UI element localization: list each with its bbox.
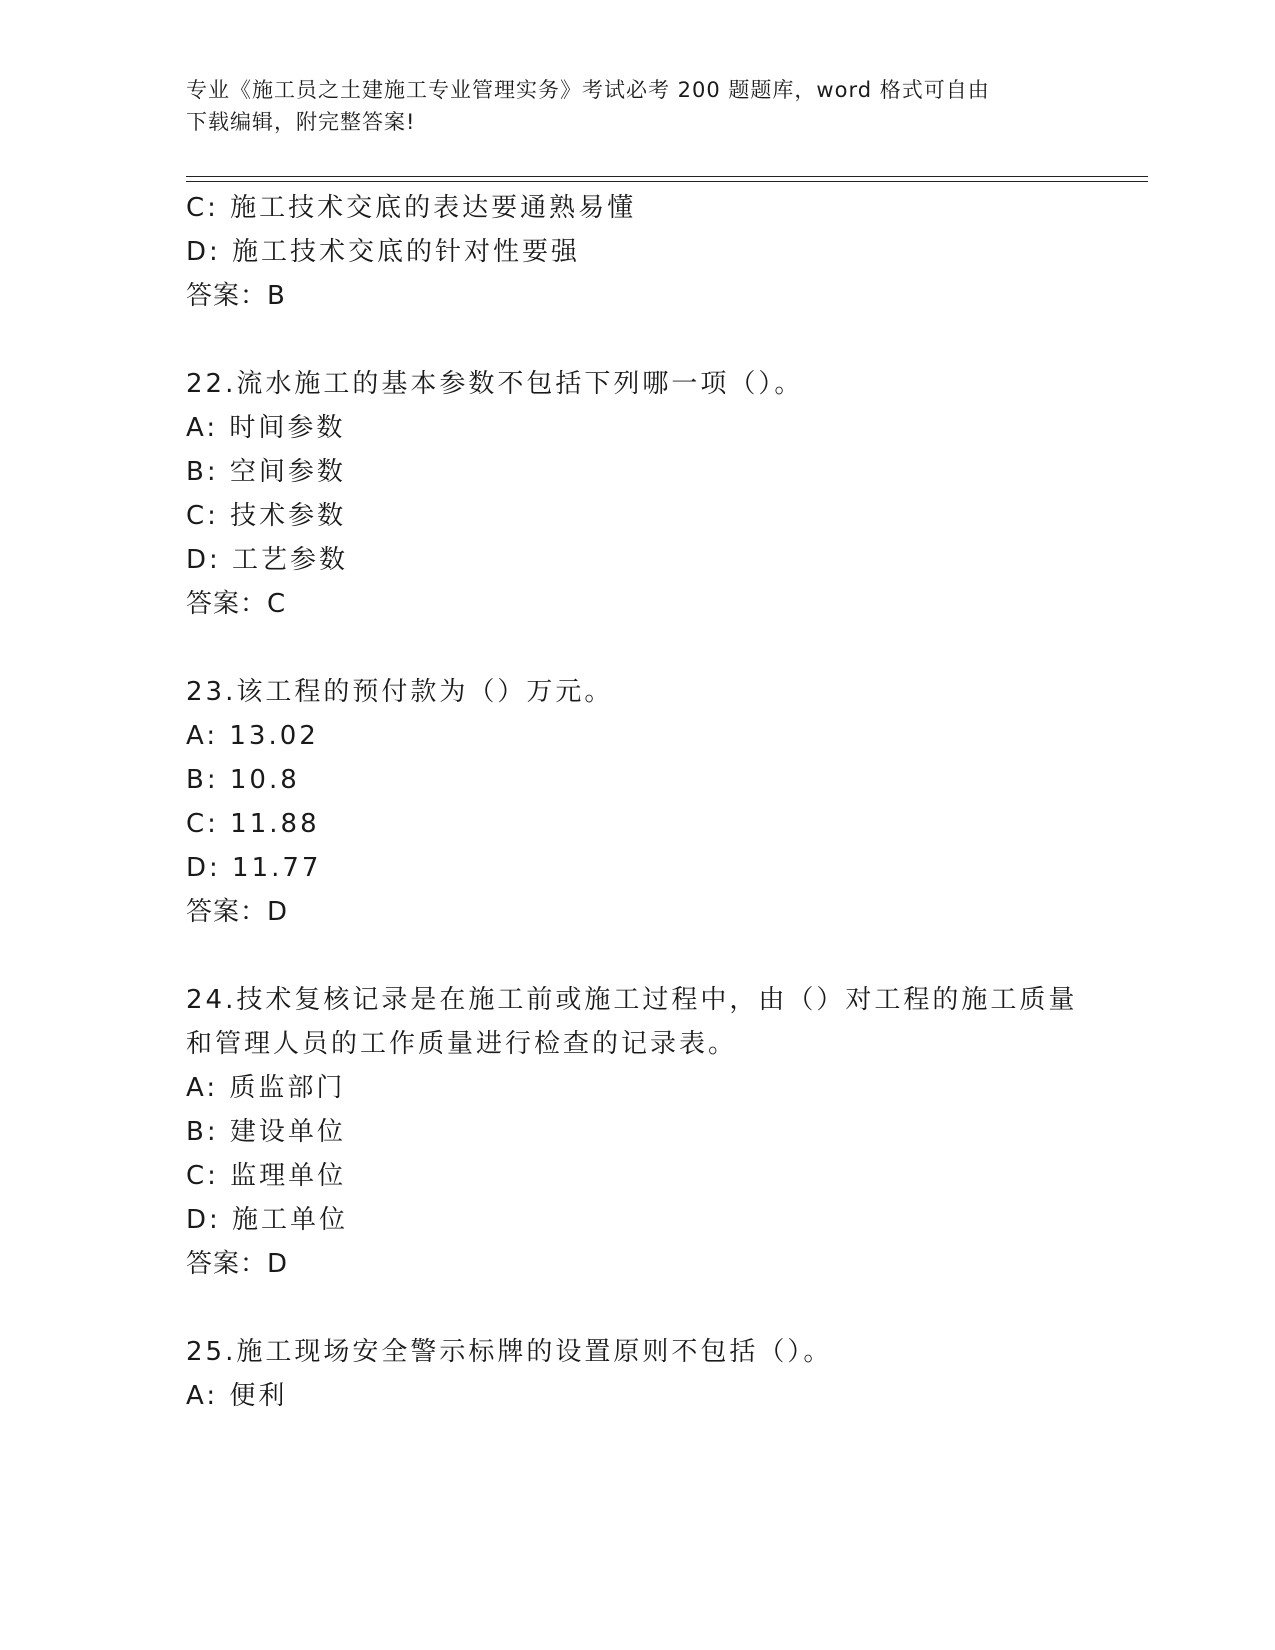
q24-option-c: C: 监理单位 xyxy=(186,1161,347,1191)
q23-option-b: B: 10.8 xyxy=(186,765,300,795)
q24-question-line-2: 和管理人员的工作质量进行检查的记录表。 xyxy=(186,1029,738,1059)
document-header xyxy=(186,74,1086,138)
q23-option-c: C: 11.88 xyxy=(186,809,320,839)
q23-question: 23.该工程的预付款为（）万元。 xyxy=(186,677,614,707)
q25-question: 25.施工现场安全警示标牌的设置原则不包括（）。 xyxy=(186,1337,833,1367)
q23-answer: 答案：D xyxy=(186,897,289,927)
q21-option-c: C: 施工技术交底的表达要通熟易懂 xyxy=(186,193,637,223)
header-line-1: 专业《施工员之土建施工专业管理实务》考试必考 200 题题库，word 格式可自由 xyxy=(186,78,990,102)
q21-option-d: D: 施工技术交底的针对性要强 xyxy=(186,237,581,267)
q25-option-a: A: 便利 xyxy=(186,1381,288,1411)
header-divider-bottom xyxy=(186,181,1148,182)
q22-answer: 答案：C xyxy=(186,589,287,619)
q24-option-d: D: 施工单位 xyxy=(186,1205,349,1235)
q21-answer: 答案：B xyxy=(186,281,286,311)
header-divider-top xyxy=(186,176,1148,177)
header-line-2: 下载编辑，附完整答案! xyxy=(186,110,416,134)
q22-option-c: C: 技术参数 xyxy=(186,501,347,531)
q23-option-a: A: 13.02 xyxy=(186,721,319,751)
q24-option-b: B: 建设单位 xyxy=(186,1117,346,1147)
q24-answer: 答案：D xyxy=(186,1249,289,1279)
q22-question: 22.流水施工的基本参数不包括下列哪一项（）。 xyxy=(186,369,804,399)
q24-option-a: A: 质监部门 xyxy=(186,1073,346,1103)
q22-option-d: D: 工艺参数 xyxy=(186,545,349,575)
q22-option-a: A: 时间参数 xyxy=(186,413,346,443)
q24-question-line-1: 24.技术复核记录是在施工前或施工过程中，由（）对工程的施工质量 xyxy=(186,985,1078,1015)
q22-option-b: B: 空间参数 xyxy=(186,457,346,487)
q23-option-d: D: 11.77 xyxy=(186,853,322,883)
